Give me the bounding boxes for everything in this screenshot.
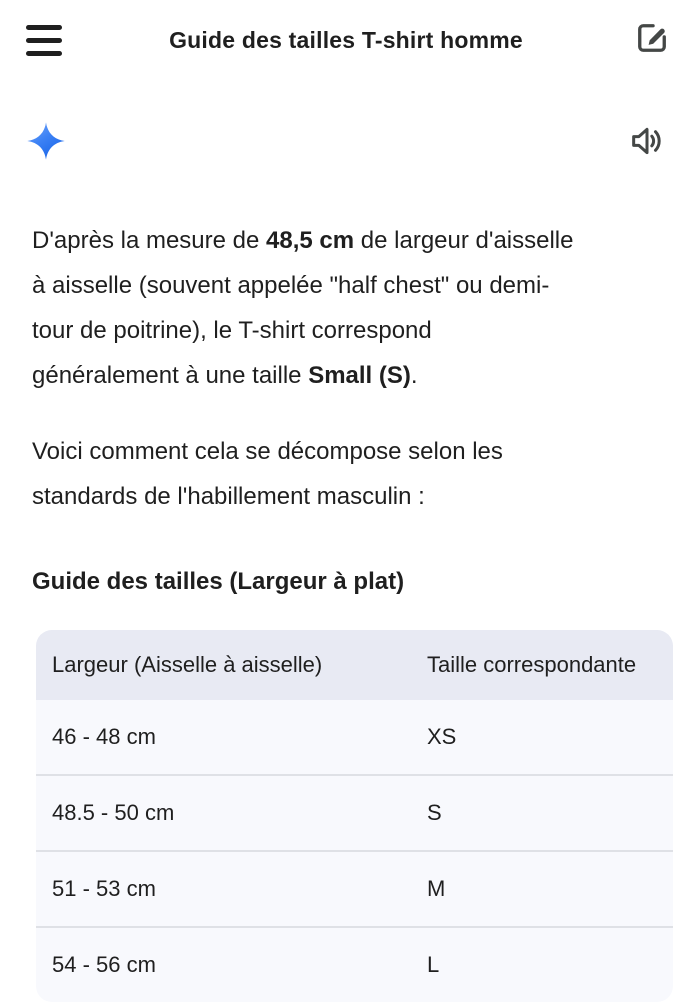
menu-button[interactable] [26, 25, 62, 56]
size-guide-heading: Guide des tailles (Largeur à plat) [32, 568, 405, 595]
cell-width-range: 54 - 56 cm [52, 952, 156, 977]
answer-text-line: tour de poitrine), le T-shirt correspond [32, 317, 432, 344]
table-row [36, 774, 673, 850]
page-title: Guide des tailles T-shirt homme [169, 26, 523, 53]
answer-text-line: généralement à une taille Small (S). [32, 362, 418, 389]
size-guide-table [36, 630, 673, 1002]
cell-width-range: 46 - 48 cm [52, 724, 156, 749]
table-row [36, 926, 673, 1002]
answer-text-line: standards de l'habillement masculin : [32, 483, 425, 510]
cell-size: S [427, 800, 442, 825]
cell-width-range: 48.5 - 50 cm [52, 800, 175, 825]
cell-width-range: 51 - 53 cm [52, 876, 156, 901]
app-bar [0, 0, 700, 80]
cell-size: XS [427, 724, 457, 749]
answer-paragraph-2 [32, 429, 680, 519]
read-aloud-button[interactable] [626, 122, 668, 164]
table-row [36, 850, 673, 926]
table-row [36, 700, 673, 774]
answer-text-line: à aisselle (souvent appelée "half chest" ou demi- [32, 272, 550, 299]
answer-paragraph-1 [32, 218, 680, 398]
cell-size: L [427, 952, 440, 977]
speaker-icon [627, 121, 667, 166]
cell-size: M [427, 876, 446, 901]
edit-square-icon [631, 17, 673, 64]
answer-text-line: D'après la mesure de 48,5 cm de largeur d'aisselle [32, 227, 574, 254]
gemini-sparkle-icon [26, 117, 66, 170]
answer-text-line: Voici comment cela se décompose selon les [32, 438, 503, 465]
new-chat-button[interactable] [630, 18, 674, 62]
table-header-row [36, 630, 673, 700]
column-header-width: Largeur (Aisselle à aisselle) [52, 652, 323, 677]
menu-icon [26, 25, 62, 30]
assistant-response-header [26, 116, 668, 170]
column-header-size: Taille correspondante [427, 652, 637, 677]
table-body [36, 700, 673, 1002]
